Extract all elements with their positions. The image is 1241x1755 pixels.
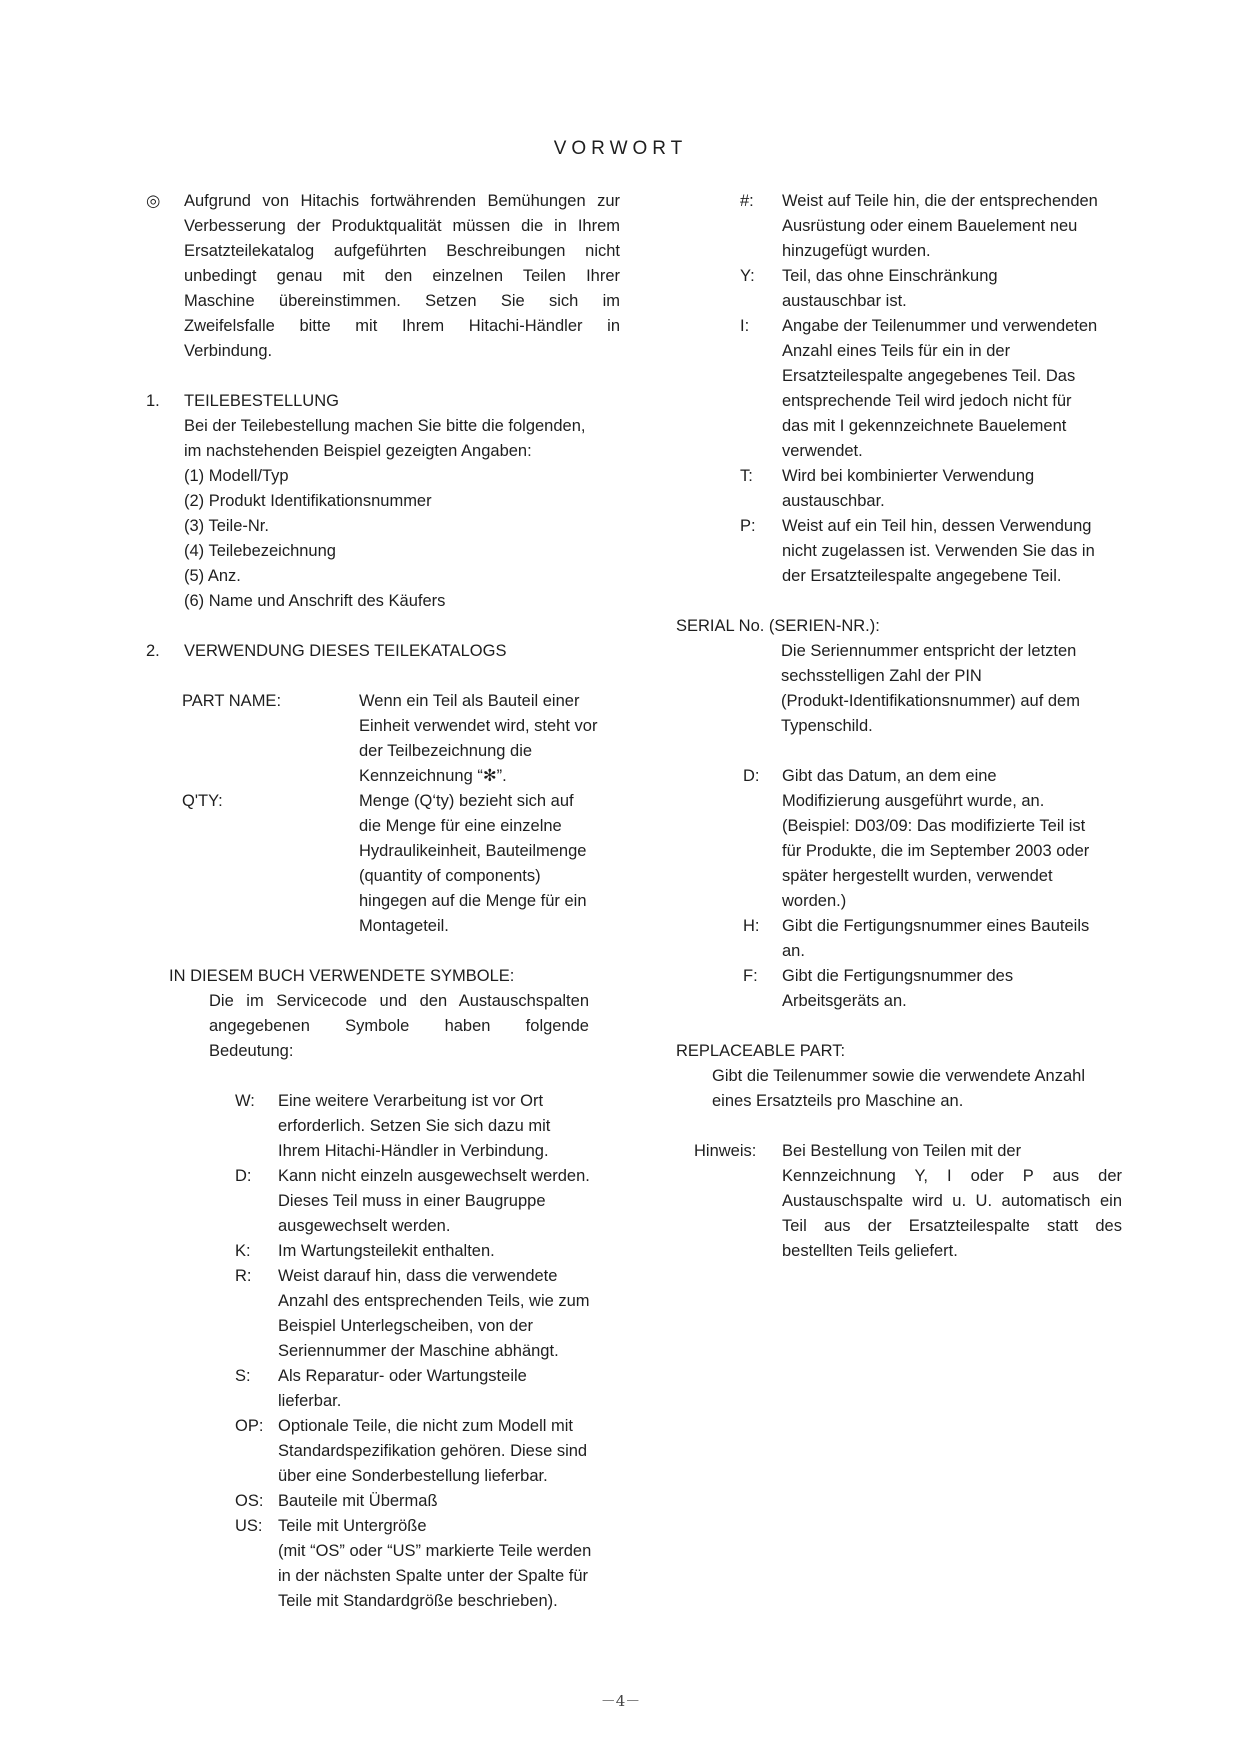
symbol-key: R: [235,1267,252,1285]
term-text: die Menge für eine einzelne [359,817,562,835]
serial-entry-h [743,914,1136,964]
term-text: Menge (Q‘ty) bezieht sich auf [359,792,574,810]
symbol-key: US: [235,1517,263,1535]
symbol-text: Anzahl des entsprechenden Teils, wie zum [278,1292,590,1310]
serial-text: Die Seriennummer entspricht der letzten [781,642,1077,660]
symbol-text: austauschbar. [782,492,885,510]
hinweis-note [694,1139,1136,1264]
serial-entry-d [743,764,1136,914]
section-teilebestellung [146,389,626,614]
symbol-text: in der nächsten Spalte unter der Spalte für [278,1567,589,1585]
intro-line: Zweifelsfalle bitte mit Ihrem Hitachi-Händler in [184,317,620,335]
serial-text: sechsstelligen Zahl der PIN [781,667,982,685]
symbol-text: Angabe der Teilenummer und verwendeten [782,317,1098,335]
replaceable-heading: REPLACEABLE PART: [676,1042,846,1060]
right-symbols-list [740,189,1136,589]
double-circle-icon: ◎ [146,192,161,210]
section-text: im nachstehenden Beispiel gezeigten Angaben: [184,442,532,460]
symbol-text: nicht zugelassen ist. Verwenden Sie das in [782,542,1095,560]
intro-line: Maschine übereinstimmen. Setzen Sie sich im [184,292,620,310]
symbol-text: Kann nicht einzeln ausgewechselt werden. [278,1167,590,1185]
symbol-key: T: [740,467,753,485]
symbol-text: über eine Sonderbestellung lieferbar. [278,1467,548,1485]
term-text: Montageteil. [359,917,449,935]
term-text: Einheit verwendet wird, steht vor [359,717,598,735]
symbol-key: P: [740,517,756,535]
intro-line: Verbindung. [184,342,273,360]
symbol-text: der Ersatzteilespalte angegebene Teil. [782,567,1062,585]
symbol-entry-i [740,314,1136,464]
symbol-key: S: [235,1367,251,1385]
symbols-text: Die im Servicecode und den Austauschspalten [209,992,589,1010]
replaceable-text: Gibt die Teilenummer sowie die verwendete Anzahl [712,1067,1085,1085]
term-text: der Teilbezeichnung die [359,742,533,760]
symbol-key: Y: [740,267,755,285]
symbol-entry-k [235,1239,626,1264]
symbol-text: Seriennummer der Maschine abhängt. [278,1342,559,1360]
term-label: Q'TY: [182,792,223,810]
symbol-text: Im Wartungsteilekit enthalten. [278,1242,495,1260]
symbol-entry-r [235,1264,626,1364]
symbols-list [235,1089,626,1614]
symbol-key: OP: [235,1417,264,1435]
term-part-name [182,689,626,789]
symbol-text: Optionale Teile, die nicht zum Modell mit [278,1417,574,1435]
section-verwendung [146,639,626,664]
serial-section [676,614,1136,739]
symbol-text: Wird bei kombinierter Verwendung [782,467,1035,485]
symbol-text: (mit “OS” oder “US” markierte Teile werden [278,1542,592,1560]
symbol-entry-us [235,1514,626,1614]
intro-line: Verbesserung der Produktqualität müssen die in Ihrem [184,217,620,235]
symbol-text: erforderlich. Setzen Sie sich dazu mit [278,1117,551,1135]
symbol-text: Anzahl eines Teils für ein in der [782,342,1011,360]
page-number: －4－ [600,1692,641,1710]
symbol-text: Weist auf ein Teil hin, dessen Verwendung [782,517,1092,535]
symbol-key: K: [235,1242,251,1260]
symbols-text: Bedeutung: [209,1042,294,1060]
symbol-text: entsprechende Teil wird jedoch nicht für [782,392,1072,410]
section-number: 2. [146,642,160,660]
symbol-key: I: [740,317,750,335]
symbol-text: später hergestellt wurden, verwendet [782,867,1053,885]
symbol-entry-y [740,264,1136,314]
intro-line: Ersatzteilekatalog aufgeführten Beschreibungen nicht [184,242,620,260]
intro-line: unbedingt genau mit den einzelnen Teilen Ihrer [184,267,620,285]
intro-line: Aufgrund von Hitachis fortwährenden Bemühungen zur [184,192,620,210]
symbol-text: Bauteile mit Übermaß [278,1492,438,1510]
symbol-text: das mit I gekennzeichnete Bauelement [782,417,1067,435]
symbol-text: an. [782,942,805,960]
page-title: VORWORT [553,138,688,159]
symbol-text: Gibt die Fertigungsnummer des [782,967,1014,985]
section-heading: VERWENDUNG DIESES TEILEKATALOGS [184,642,507,660]
symbol-text: Eine weitere Verarbeitung ist vor Ort [278,1092,544,1110]
term-text: Wenn ein Teil als Bauteil einer [359,692,580,710]
term-text: hingegen auf die Menge für ein [359,892,587,910]
section-number: 1. [146,392,160,410]
symbol-entry-w [235,1089,626,1164]
serial-entries [743,764,1136,1014]
section-text: Bei der Teilebestellung machen Sie bitte die folgenden, [184,417,586,435]
symbol-text: Modifizierung ausgeführt wurde, an. [782,792,1045,810]
order-item: (1) Modell/Typ [184,467,289,485]
symbol-entry-hash [740,189,1136,264]
hinweis-text: Kennzeichnung Y, I oder P aus der [782,1167,1122,1185]
left-column [146,189,626,1614]
symbol-text: austauschbar ist. [782,292,907,310]
hinweis-text: Bei Bestellung von Teilen mit der [782,1142,1022,1160]
symbol-key: W: [235,1092,255,1110]
symbols-heading: IN DIESEM BUCH VERWENDETE SYMBOLE: [169,967,515,985]
order-item: (2) Produkt Identifikationsnummer [184,492,432,510]
hinweis-label: Hinweis: [694,1142,757,1160]
replaceable-text: eines Ersatzteils pro Maschine an. [712,1092,964,1110]
symbol-entry-os [235,1489,626,1514]
symbol-entry-p [740,514,1136,589]
term-text: Kennzeichnung “✻”. [359,767,507,785]
term-label: PART NAME: [182,692,282,710]
term-qty [182,789,626,939]
symbol-text: für Produkte, die im September 2003 oder [782,842,1090,860]
symbol-key: D: [235,1167,252,1185]
hinweis-text: Austauschspalte wird u. U. automatisch ein [782,1192,1122,1210]
symbol-text: Standardspezifikation gehören. Diese sind [278,1442,588,1460]
symbols-text: angegebenen Symbole haben folgende [209,1017,589,1035]
intro-paragraph [146,189,626,364]
serial-text: (Produkt-Identifikationsnummer) auf dem [781,692,1080,710]
symbol-text: Teil, das ohne Einschränkung [782,267,998,285]
symbol-text: Dieses Teil muss in einer Baugruppe [278,1192,546,1210]
symbol-text: Ihrem Hitachi-Händler in Verbindung. [278,1142,549,1160]
symbol-text: worden.) [782,892,847,910]
term-text: (quantity of components) [359,867,541,885]
symbol-text: Beispiel Unterlegscheiben, von der [278,1317,533,1335]
symbols-section [169,964,626,1064]
symbol-text: (Beispiel: D03/09: Das modifizierte Teil ist [782,817,1086,835]
order-item: (5) Anz. [184,567,241,585]
symbol-text: hinzugefügt wurden. [782,242,931,260]
symbol-key: #: [740,192,754,210]
symbol-text: Ausrüstung oder einem Bauelement neu [782,217,1078,235]
symbol-text: verwendet. [782,442,863,460]
symbol-key: D: [743,767,760,785]
symbol-key: OS: [235,1492,264,1510]
serial-text: Typenschild. [781,717,873,735]
symbol-text: Teile mit Untergröße [278,1517,427,1535]
symbol-entry-op [235,1414,626,1489]
hinweis-text: Teil aus der Ersatzteilespalte statt des [782,1217,1122,1235]
replaceable-section [676,1039,1136,1114]
symbol-entry-d [235,1164,626,1239]
symbol-text: lieferbar. [278,1392,342,1410]
order-item: (6) Name und Anschrift des Käufers [184,592,446,610]
symbol-text: Als Reparatur- oder Wartungsteile [278,1367,527,1385]
symbol-text: Ersatzteilespalte angegebenes Teil. Das [782,367,1076,385]
symbol-text: Weist auf Teile hin, die der entsprechenden [782,192,1098,210]
symbol-key: H: [743,917,760,935]
serial-heading: SERIAL No. (SERIEN-NR.): [676,617,880,635]
section-heading: TEILEBESTELLUNG [184,392,339,410]
symbol-entry-s [235,1364,626,1414]
symbol-text: Arbeitsgeräts an. [782,992,907,1010]
symbol-text: Gibt das Datum, an dem eine [782,767,997,785]
term-text: Hydraulikeinheit, Bauteilmenge [359,842,587,860]
symbol-entry-t [740,464,1136,514]
serial-entry-f [743,964,1136,1014]
order-item: (3) Teile-Nr. [184,517,269,535]
symbol-key: F: [743,967,758,985]
hinweis-text: bestellten Teils geliefert. [782,1242,958,1260]
symbol-text: Gibt die Fertigungsnummer eines Bauteils [782,917,1090,935]
symbol-text: Weist darauf hin, dass die verwendete [278,1267,558,1285]
order-item: (4) Teilebezeichnung [184,542,336,560]
right-column [676,189,1136,1264]
symbol-text: ausgewechselt werden. [278,1217,451,1235]
symbol-text: Teile mit Standardgröße beschrieben). [278,1592,558,1610]
